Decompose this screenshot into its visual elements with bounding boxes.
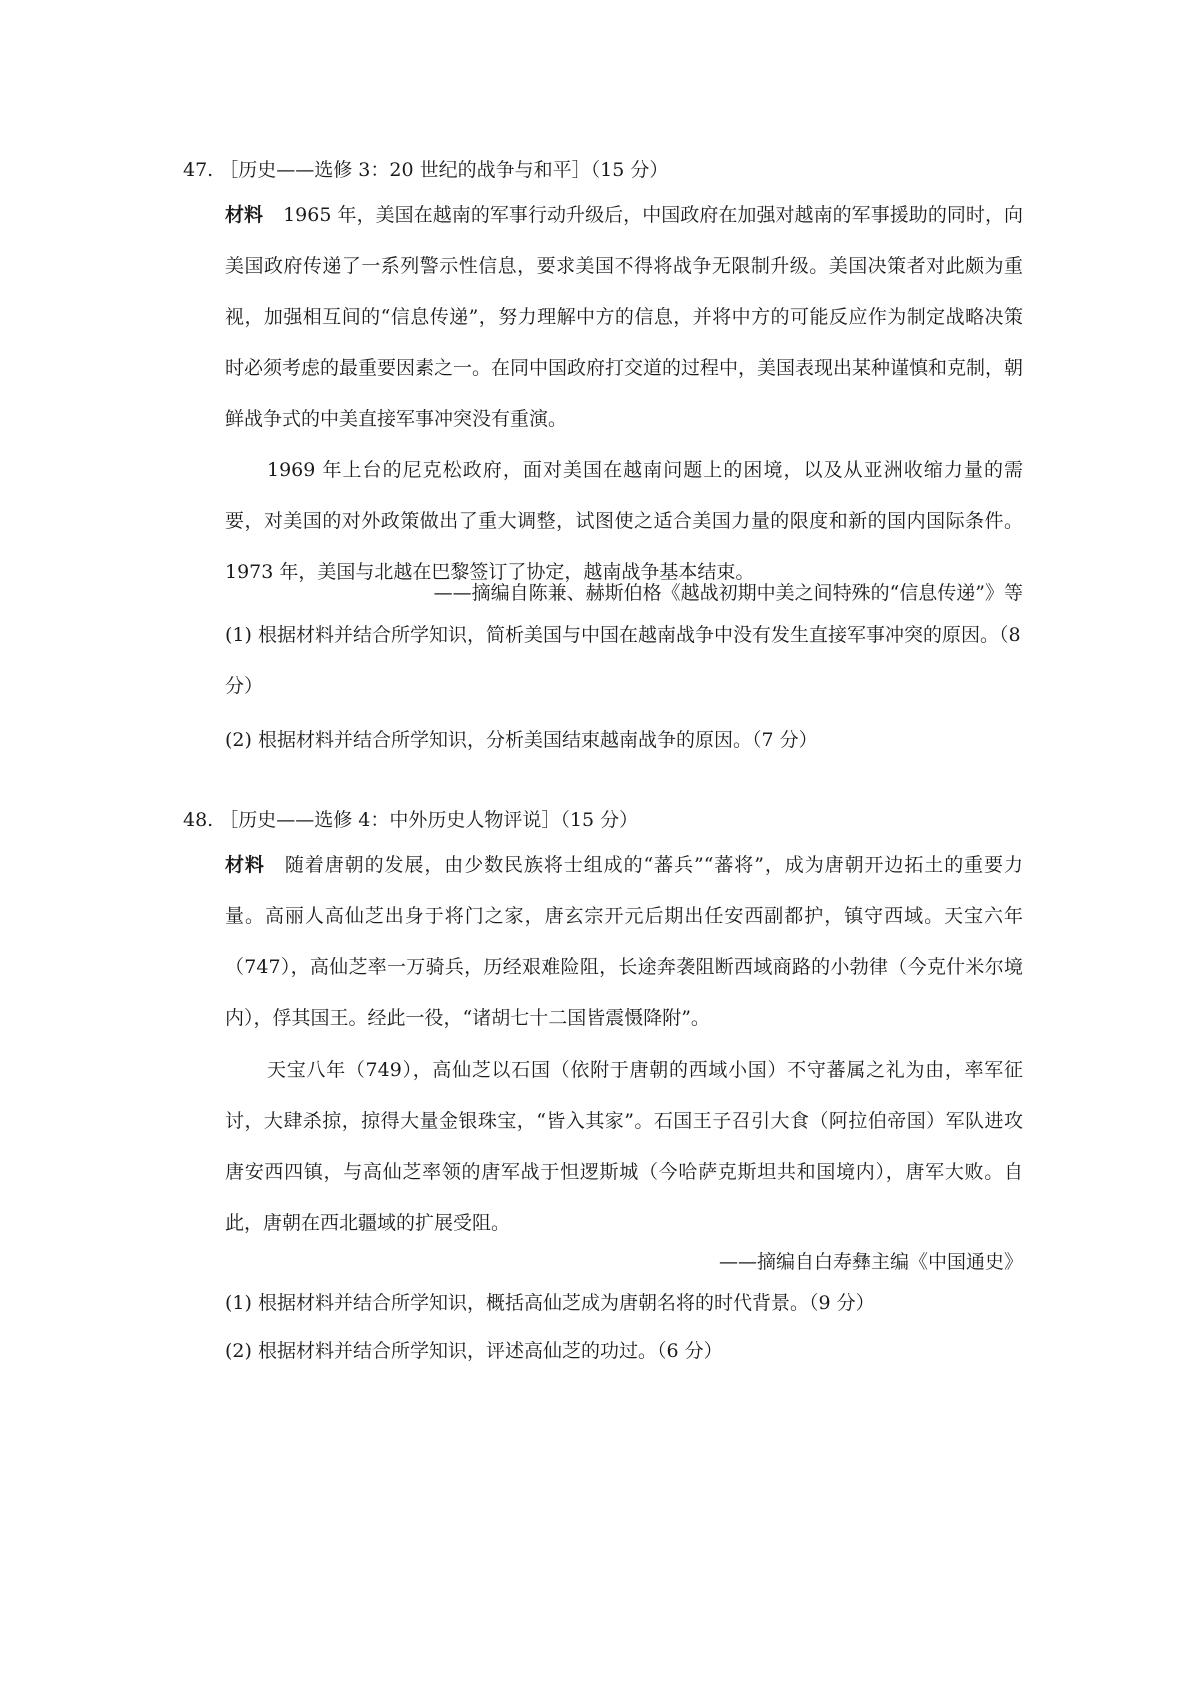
q47-heading: 47. ［历史——选修 3：20 世纪的战争与和平］（15 分）: [183, 159, 669, 181]
q48-subquestion-2: (2) 根据材料并结合所学知识，评述高仙芝的功过。（6 分）: [225, 1340, 723, 1362]
q47-source-citation: ——摘编自陈兼、赫斯伯格《越战初期中美之间特殊的“信息传递”》等: [433, 582, 1023, 604]
q48-heading: 48. ［历史——选修 4：中外历史人物评说］（15 分）: [183, 809, 639, 831]
q48-material-paragraph-1: [225, 840, 1023, 1044]
q47-material-label: 材料: [225, 204, 264, 226]
q48-material-text-1: 随着唐朝的发展，由少数民族将士组成的“蕃兵”“蕃将”，成为唐朝开边拓土的重要力量。高丽人高仙芝出身于将门之家，唐玄宗开元后期出任安西副都护，镇守西域。天宝六年（747），高仙芝率一万骑兵，历经艰难险阻，长途奔袭阻断西域商路的小勃律（今克什米尔境内），俘其国王。经此一役，“诸胡七十二国皆震慑降附”。: [225, 854, 1023, 1029]
q47-subquestion-2: (2) 根据材料并结合所学知识，分析美国结束越南战争的原因。（7 分）: [225, 729, 818, 751]
q47-material-paragraph-2: 1969 年上台的尼克松政府，面对美国在越南问题上的困境，以及从亚洲收缩力量的需要，对美国的对外政策做出了重大调整，试图使之适合美国力量的限度和新的国内国际条件。1973 年，美国与北越在巴黎签订了协定，越南战争基本结束。: [225, 459, 1023, 583]
q47-material-text-1: 1965 年，美国在越南的军事行动升级后，中国政府在加强对越南的军事援助的同时，向美国政府传递了一系列警示性信息，要求美国不得将战争无限制升级。美国决策者对此颇为重视，加强相互间的“信息传递”，努力理解中方的信息，并将中方的可能反应作为制定战略决策时必须考虑的最重要因素之一。在同中国政府打交道的过程中，美国表现出某种谨慎和克制，朝鲜战争式的中美直接军事冲突没有重演。: [225, 204, 1024, 430]
q47-subquestion-1: (1) 根据材料并结合所学知识，简析美国与中国在越南战争中没有发生直接军事冲突的原因。（8 分）: [225, 624, 1021, 697]
q48-source-citation: ——摘编自白寿彝主编《中国通史》: [718, 1251, 1023, 1273]
q48-subquestion-1: (1) 根据材料并结合所学知识，概括高仙芝成为唐朝名将的时代背景。（9 分）: [225, 1292, 875, 1314]
q48-material-paragraph-2: 天宝八年（749），高仙芝以石国（依附于唐朝的西域小国）不守蕃属之礼为由，率军征讨，大肆杀掠，掠得大量金银珠宝，“皆入其家”。石国王子召引大食（阿拉伯帝国）军队进攻唐安西四镇，与高仙芝率领的唐军战于怛逻斯城（今哈萨克斯坦共和国境内），唐军大败。自此，唐朝在西北疆域的扩展受阻。: [225, 1059, 1023, 1234]
q47-material-paragraph-1: [225, 190, 1023, 445]
q48-material-label: 材料: [225, 854, 265, 876]
